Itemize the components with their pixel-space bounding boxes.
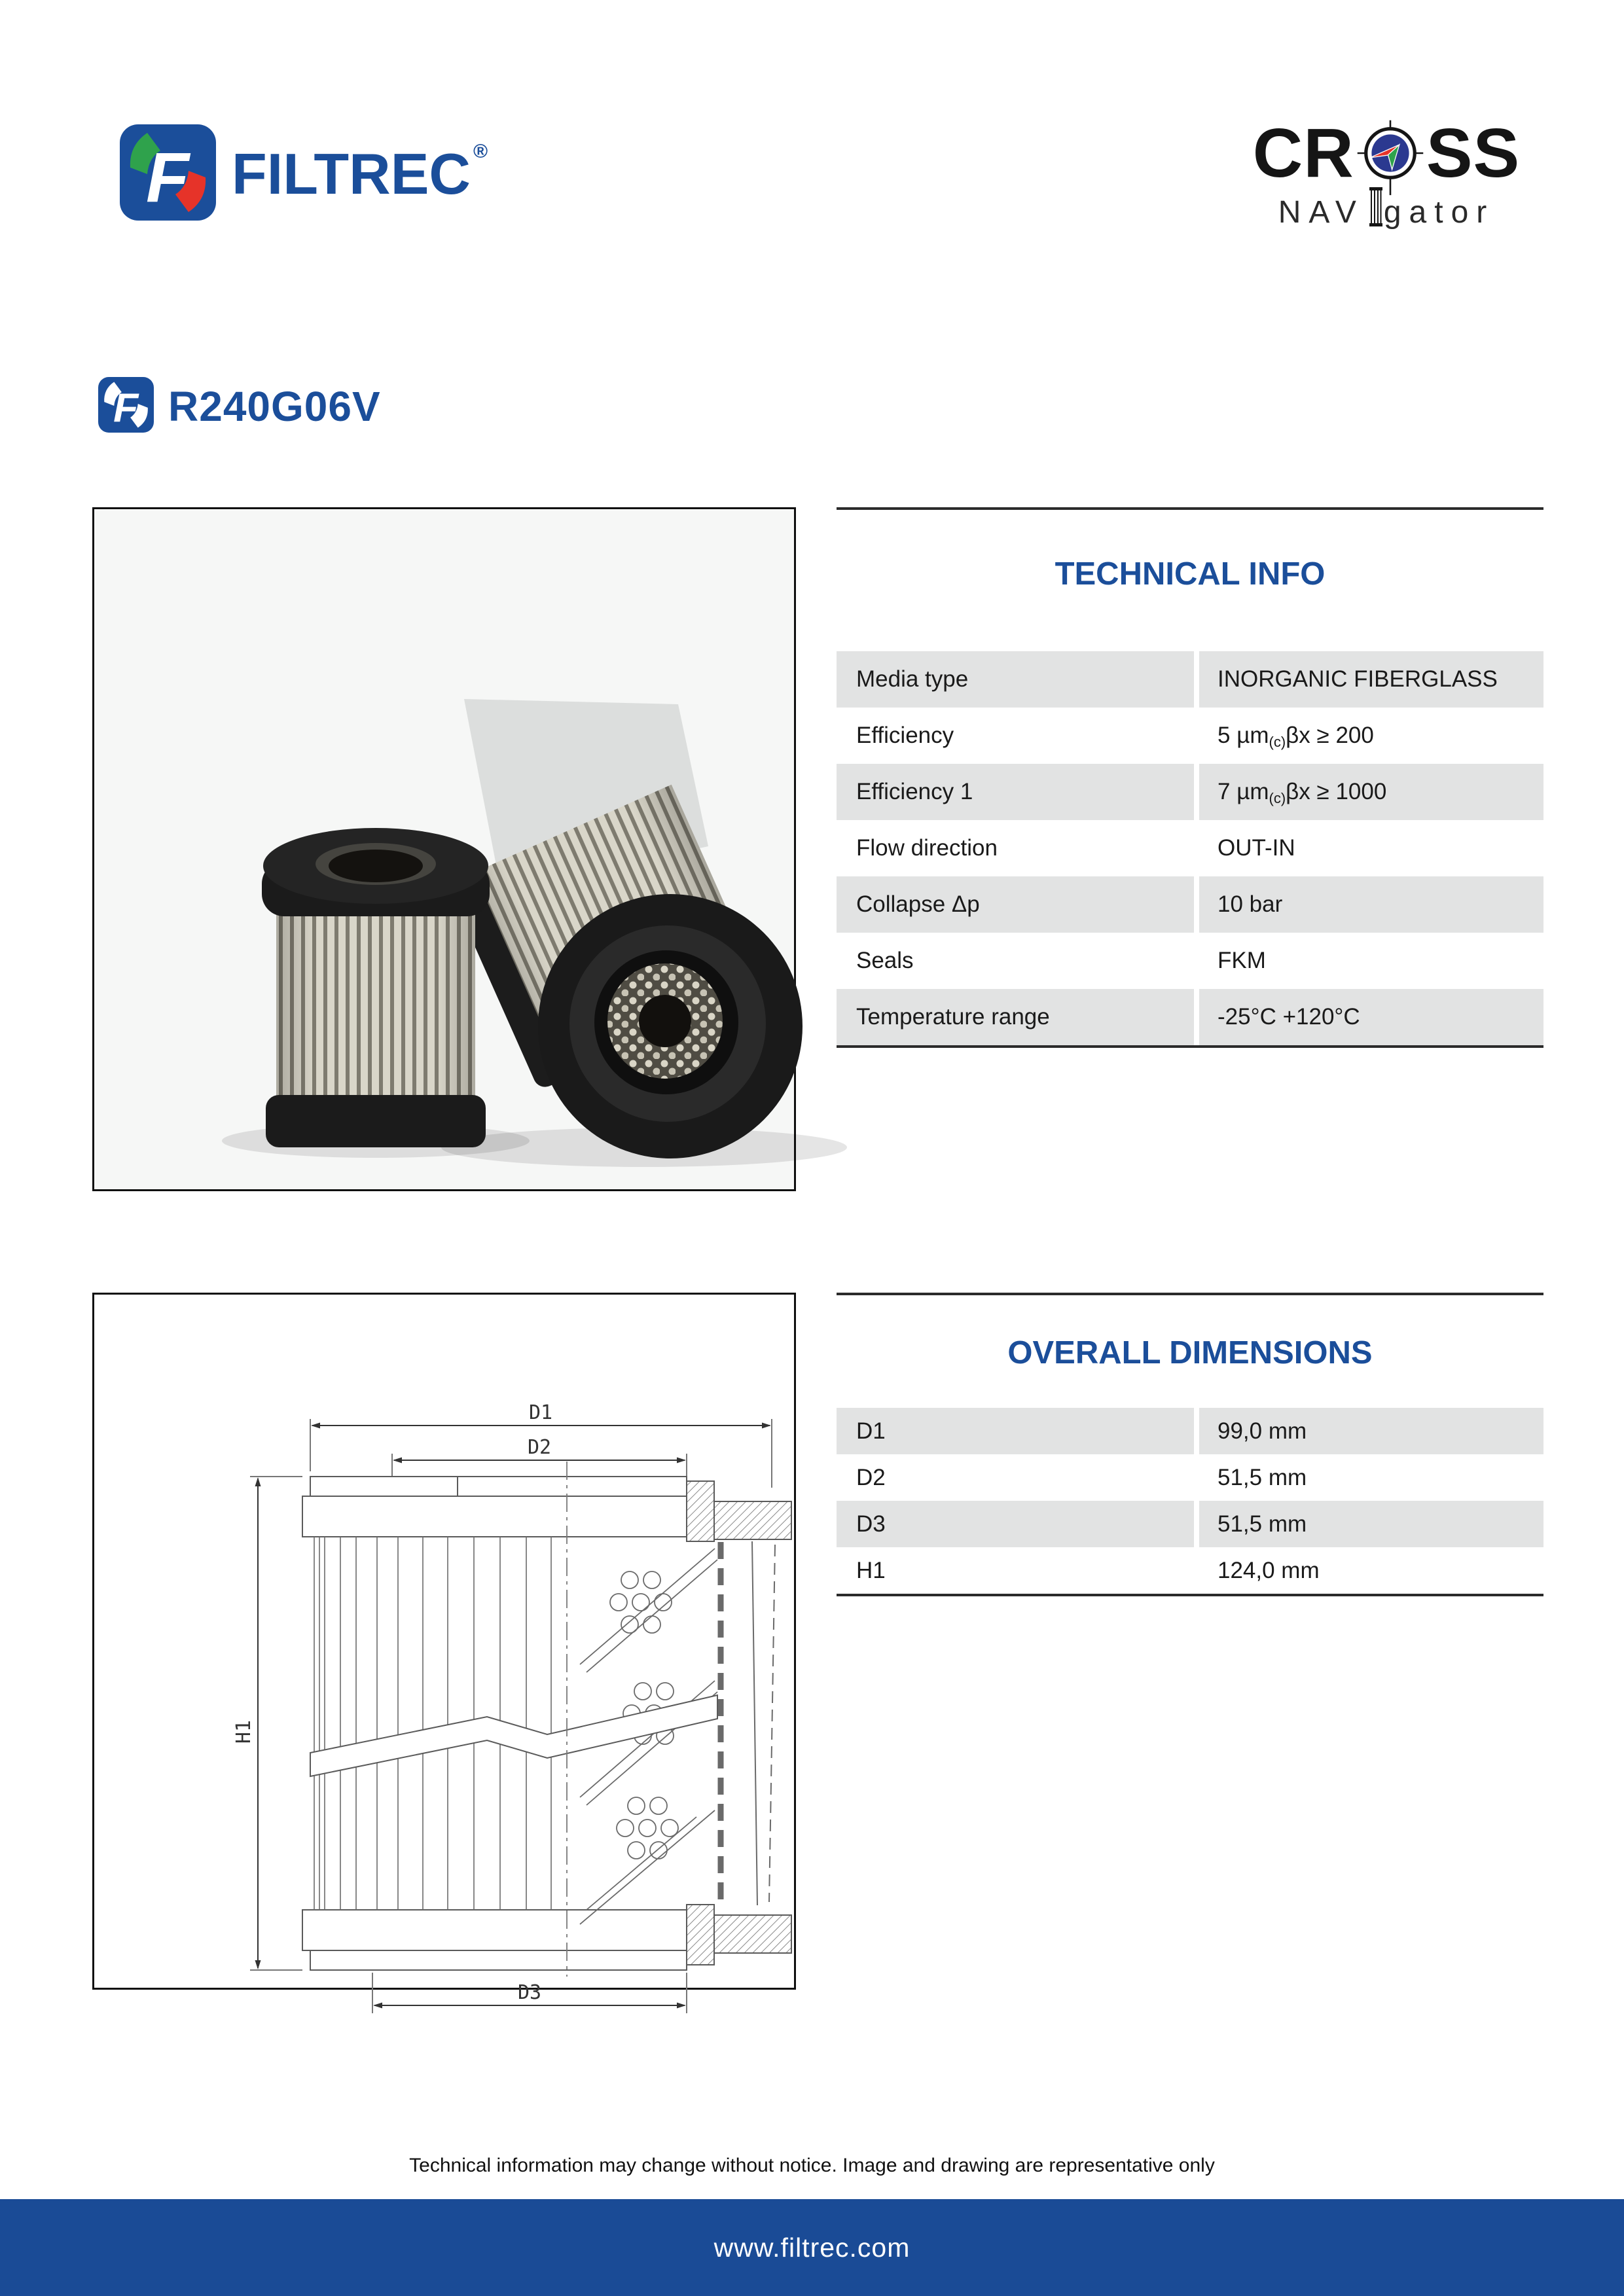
column-gap — [1194, 876, 1199, 933]
column-i-icon — [1369, 187, 1382, 226]
row-label: D3 — [837, 1501, 1194, 1547]
row-label: D1 — [837, 1408, 1194, 1454]
drawing-label-d3: D3 — [517, 1981, 542, 2004]
cross-text-right: SS — [1426, 115, 1521, 192]
navigator-wordmark — [1249, 192, 1524, 232]
navigator-text-left: NAV — [1278, 194, 1364, 230]
cross-navigator-logo — [1249, 117, 1524, 232]
table-row — [837, 1547, 1543, 1594]
cross-wordmark — [1249, 117, 1524, 190]
table-row — [837, 764, 1543, 820]
drawing-label-d1: D1 — [528, 1401, 553, 1424]
product-photo — [92, 507, 796, 1191]
column-gap — [1194, 1547, 1199, 1594]
row-value: FKM — [1218, 948, 1266, 973]
svg-text:F: F — [113, 385, 139, 431]
filter-elements-photo — [94, 509, 794, 1189]
row-value: INORGANIC FIBERGLASS — [1199, 651, 1543, 708]
column-gap — [1194, 820, 1199, 876]
filtrec-logo — [120, 124, 488, 224]
drawing-label-d2: D2 — [527, 1436, 552, 1459]
column-gap — [1194, 933, 1199, 989]
row-value: OUT-IN — [1218, 835, 1295, 861]
table-row — [837, 876, 1543, 933]
registered-trademark: ® — [473, 141, 488, 162]
row-value: 51,5 mm — [1218, 1464, 1307, 1490]
row-label: Media type — [837, 651, 1194, 708]
row-label: H1 — [856, 1557, 886, 1583]
row-label: Flow direction — [856, 835, 998, 861]
table-row — [837, 651, 1543, 708]
table-row — [837, 989, 1543, 1045]
row-label: Seals — [856, 948, 914, 973]
overall-dimensions-title: OVERALL DIMENSIONS — [1007, 1335, 1373, 1371]
column-gap — [1194, 764, 1199, 820]
column-gap — [1194, 1454, 1199, 1501]
footer-bar — [0, 2199, 1624, 2296]
row-label: Temperature range — [837, 989, 1194, 1045]
column-gap — [1194, 708, 1199, 764]
table-row — [837, 1501, 1543, 1547]
row-label: Efficiency 1 — [837, 764, 1194, 820]
column-gap — [1194, 1501, 1199, 1547]
disclaimer-text: Technical information may change without notice. Image and drawing are representative only — [409, 2155, 1215, 2176]
cross-text-left: CR — [1252, 115, 1354, 192]
row-value: 51,5 mm — [1199, 1501, 1543, 1547]
row-value: 124,0 mm — [1218, 1557, 1320, 1583]
table-row — [837, 1454, 1543, 1501]
svg-text:F: F — [146, 137, 189, 217]
row-value: -25°C +120°C — [1199, 989, 1543, 1045]
website-url: www.filtrec.com — [713, 2232, 911, 2263]
filtrec-wordmark: FILTREC — [232, 141, 471, 206]
row-label: Collapse Δp — [837, 876, 1194, 933]
table-row — [837, 933, 1543, 989]
column-gap — [1194, 651, 1199, 708]
column-gap — [1194, 1408, 1199, 1454]
technical-info-section — [837, 507, 1543, 1048]
filtrec-f-mark-small-icon — [98, 377, 154, 436]
technical-info-title: TECHNICAL INFO — [1055, 556, 1326, 592]
table-row — [837, 1408, 1543, 1454]
row-value: 99,0 mm — [1199, 1408, 1543, 1454]
navigator-text-right: gator — [1383, 194, 1495, 230]
row-value: 10 bar — [1199, 876, 1543, 933]
row-value: 7 µm $_{(c)}$ βx ≥ 1000 — [1199, 764, 1543, 820]
overall-dimensions-table — [837, 1408, 1543, 1596]
row-label: Efficiency — [856, 723, 954, 748]
table-row — [837, 708, 1543, 764]
row-label: D2 — [856, 1464, 886, 1490]
technical-info-table — [837, 651, 1543, 1048]
compass-icon — [1356, 119, 1424, 187]
drawing-label-h1: H1 — [232, 1719, 255, 1744]
overall-dimensions-section — [837, 1293, 1543, 1596]
technical-drawing — [92, 1293, 796, 2004]
filter-cross-section-drawing — [94, 1295, 794, 2004]
product-title — [98, 377, 381, 436]
filtrec-f-mark-icon — [120, 124, 216, 224]
row-value: 5 µm $_{(c)}$ βx ≥ 200 — [1218, 723, 1374, 750]
column-gap — [1194, 989, 1199, 1045]
table-row — [837, 820, 1543, 876]
product-code: R240G06V — [168, 383, 381, 430]
